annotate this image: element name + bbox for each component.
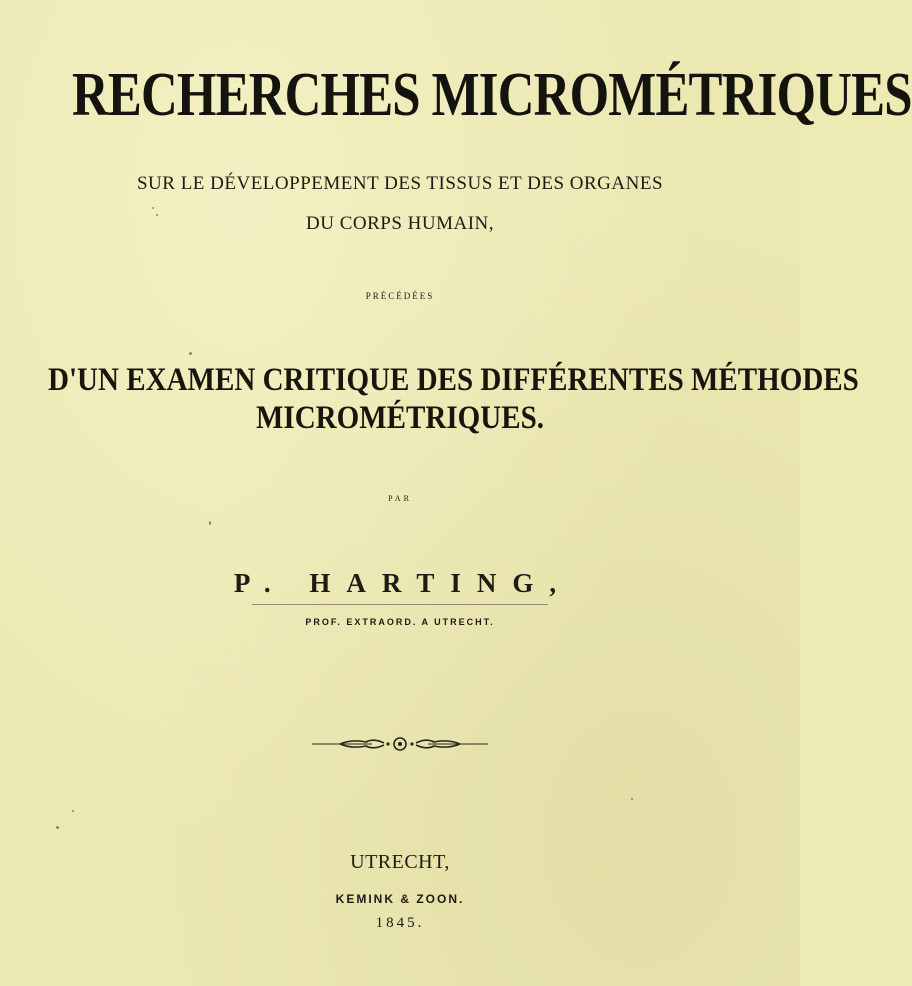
- examen-line-2: MICROMÉTRIQUES.: [255, 400, 545, 436]
- paper-speck: [189, 352, 192, 355]
- paper-speck: [56, 826, 59, 829]
- author-title: PROF. EXTRAORD. A UTRECHT.: [305, 617, 495, 627]
- par-label: PAR: [388, 494, 412, 503]
- author-underline: [252, 604, 548, 605]
- ornament-divider-icon: [0, 734, 800, 754]
- subtitle-line-1: SUR LE DÉVELOPPEMENT DES TISSUS ET DES ORGANES: [136, 173, 664, 194]
- paper-speck: [156, 214, 158, 216]
- examen-line-1: D'UN EXAMEN CRITIQUE DES DIFFÉRENTES MÉTHODES: [48, 362, 859, 398]
- paper-speck: [152, 207, 154, 209]
- imprint-publisher: KEMINK & ZOON.: [335, 892, 465, 906]
- subtitle-line-2: DU CORPS HUMAIN,: [306, 213, 494, 234]
- paper-speck: [209, 521, 211, 525]
- precedees-label: PRÉCÉDÉES: [365, 291, 435, 301]
- imprint-year: 1845.: [375, 915, 425, 931]
- paper-speck: [631, 798, 633, 800]
- author-name: P. HARTING,: [233, 568, 573, 598]
- paper-speck: [72, 810, 74, 812]
- imprint-city: UTRECHT,: [350, 851, 450, 873]
- main-title: RECHERCHES MICROMÉTRIQUES: [72, 61, 912, 129]
